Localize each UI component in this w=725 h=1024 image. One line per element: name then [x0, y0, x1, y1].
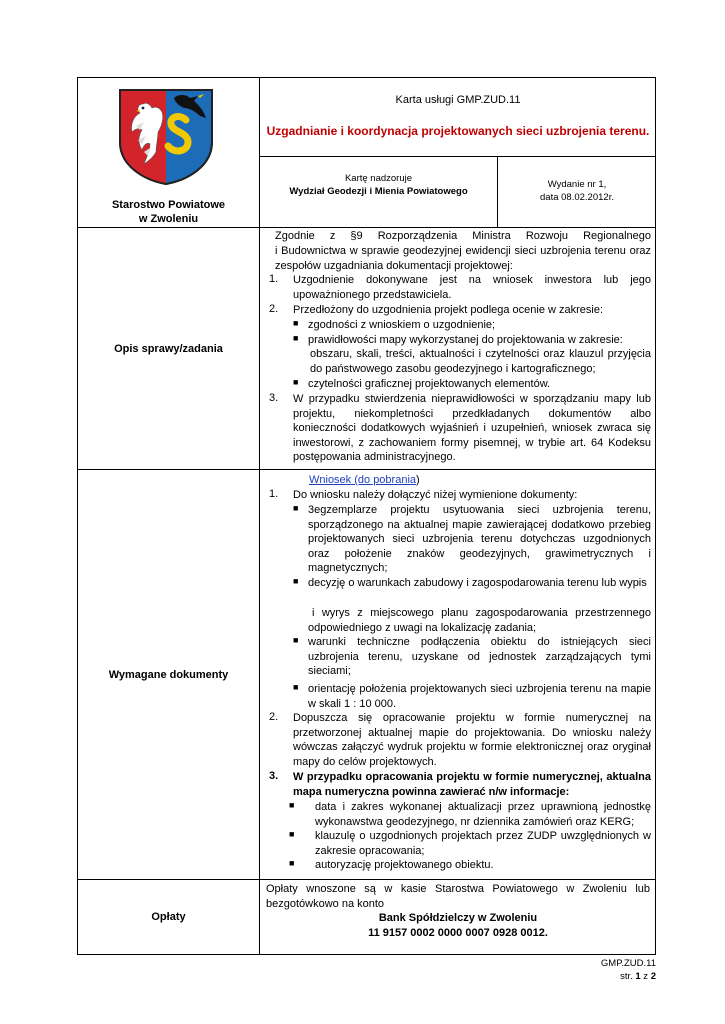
dokumenty-bullet-3: ■ warunki techniczne podłączenia obiektu do istniejących sieci uzbrojenia terenu, uzyskane od jednostek zarządzających tymi sieciami;	[293, 635, 651, 678]
dokumenty-subitem-1: ■ data i zakres wykonanej aktualizacji przez uprawnioną jednostkę wykonawstwa geodezyjnego, nr dziennika zamówień oraz KERG;	[289, 800, 651, 828]
bullet-icon: ■	[293, 318, 299, 328]
bullet-icon: ■	[293, 576, 299, 586]
dokumenty-bullet-1: ■ 3egzemplarze projektu usytuowania sieci uzbrojenia terenu, sporządzonego na aktualnej mapie zawierającej dodatkowo przebieg projektowanych sieci uzbrojenia terenu dotychczas uzgodnionych oraz położenie znaków geodezyjnych, grawimetrycznych i magnetycznych;	[293, 503, 651, 575]
edition-number: Wydanie nr 1,	[547, 179, 607, 190]
opis-item-3: 3. W przypadku stwierdzenia nieprawidłowości w sporządzaniu mapy lub projektu, niekompletności przedkładanych dokumentów albo konieczności dodatkowych wyjaśnień i uzupełnień, wniosek zwraca się inwestorowi, z zachowaniem formy pisemnej, w trybie art. 64 Kodeksu postępowania administracyjnego.	[269, 392, 651, 464]
application-form-link-row: Wniosek (do pobrania)	[309, 474, 420, 486]
application-form-link[interactable]: Wniosek (do pobrania	[309, 474, 417, 486]
bullet-icon: ■	[293, 503, 299, 513]
opis-subitem-2-detail: obszaru, skali, treści, aktualności i czytelności oraz klauzul przyjęcia do państwowego zasobu geodezyjnego i kartograficznego;	[310, 348, 651, 375]
bullet-icon: ■	[293, 635, 299, 645]
opis-intro-rest: i Budownictwa w sprawie geodezyjnej ewidencji sieci uzbrojenia terenu oraz zespołów uzgadniania dokumentacji projektowej:	[275, 245, 651, 272]
footer	[520, 957, 656, 983]
opis-content	[260, 228, 656, 469]
footer-code: GMP.ZUD.11	[600, 958, 656, 969]
bullet-icon: ■	[289, 800, 295, 810]
dokumenty-label: Wymagane dokumenty	[108, 668, 229, 681]
edition-cell	[498, 157, 656, 227]
opis-subitem-1: ■ zgodności z wnioskiem o uzgodnienie;	[293, 318, 496, 331]
oplaty-text: Opłaty wnoszone są w kasie Starostwa Powiatowego w Zwoleniu lub bezgotówkowo na konto	[266, 883, 650, 910]
dokumenty-content	[260, 470, 656, 879]
card-label: Karta usługi GMP.ZUD.11	[395, 94, 521, 106]
dokumenty-bullet-2-cont: i wyrys z miejscowego planu zagospodarowania przestrzennego odpowiedniego z uwagi na lokalizację zadania;	[308, 607, 651, 634]
supervision-label: Kartę nadzoruje	[344, 173, 413, 184]
dokumenty-bullet-2: ■ decyzję o warunkach zabudowy i zagospodarowania terenu lub wypis	[293, 576, 647, 589]
dokumenty-subitem-2: ■ klauzulę o uzgodnionych projektach przez ZUDP uwzględnionych w zakresie opracowania;	[289, 829, 651, 857]
bank-account: 11 9157 0002 0000 0007 0928 0012.	[368, 927, 548, 939]
edition-date: data 08.02.2012r.	[540, 192, 614, 203]
card-title: Uzgadnianie i koordynacja projektowanych sieci uzbrojenia terenu.	[266, 124, 650, 138]
opis-subitem-2: ■ prawidłowości mapy wykorzystanej do projektowania w zakresie:	[293, 333, 623, 346]
dokumenty-item-1: 1. Do wniosku należy dołączyć niżej wymienione dokumenty:	[269, 488, 578, 501]
bullet-icon: ■	[293, 333, 299, 343]
card-title-cell	[260, 78, 656, 156]
institution-name: Starostwo Powiatowe w Zwoleniu	[111, 199, 226, 225]
bullet-icon: ■	[293, 377, 299, 387]
opis-item-1: 1. Uzgodnienie dokonywane jest na wniosek inwestora lub jego upoważnionego przedstawiciela.	[269, 273, 651, 301]
bullet-icon: ■	[289, 858, 295, 868]
coat-of-arms-icon	[116, 86, 216, 186]
bank-name: Bank Spółdzielczy w Zwoleniu	[378, 912, 538, 924]
opis-intro-line1: Zgodnie z §9 Rozporządzenia Ministra Rozwoju Regionalnego	[275, 230, 651, 242]
dokumenty-item-2: 2. Dopuszcza się opracowanie projektu w formie numerycznej na przetworzonej aktualnej mapie do projektowania. Do wniosku należy wówczas załączyć wydruk projektu w formie elektronicznej oraz oryginał mapy do celów projektowych.	[269, 711, 651, 768]
supervision-cell	[260, 157, 497, 227]
supervision-dept: Wydział Geodezji i Mienia Powiatowego	[289, 186, 468, 197]
dokumenty-subitem-3: ■ autoryzację projektowanego obiektu.	[289, 858, 494, 871]
opis-item-2: 2. Przedłożony do uzgodnienia projekt podlega ocenie w zakresie:	[269, 303, 604, 316]
opis-subitem-3: ■ czytelności graficznej projektowanych elementów.	[293, 377, 551, 390]
opis-label: Opis sprawy/zadania	[114, 342, 223, 355]
page-number: str. 1 z 2	[620, 971, 656, 982]
bullet-icon: ■	[293, 682, 299, 692]
dokumenty-item-3: 3. W przypadku opracowania projektu w formie numerycznej, aktualna mapa numeryczna powinna zawierać n/w informacje:	[269, 770, 651, 798]
dokumenty-bullet-4: ■ orientację położenia projektowanych sieci uzbrojenia terenu na mapie w skali 1 : 10 000.	[293, 682, 651, 710]
oplaty-content	[260, 880, 656, 954]
logo-cell	[78, 78, 259, 227]
bullet-icon: ■	[289, 829, 295, 839]
oplaty-label: Opłaty	[151, 911, 186, 923]
